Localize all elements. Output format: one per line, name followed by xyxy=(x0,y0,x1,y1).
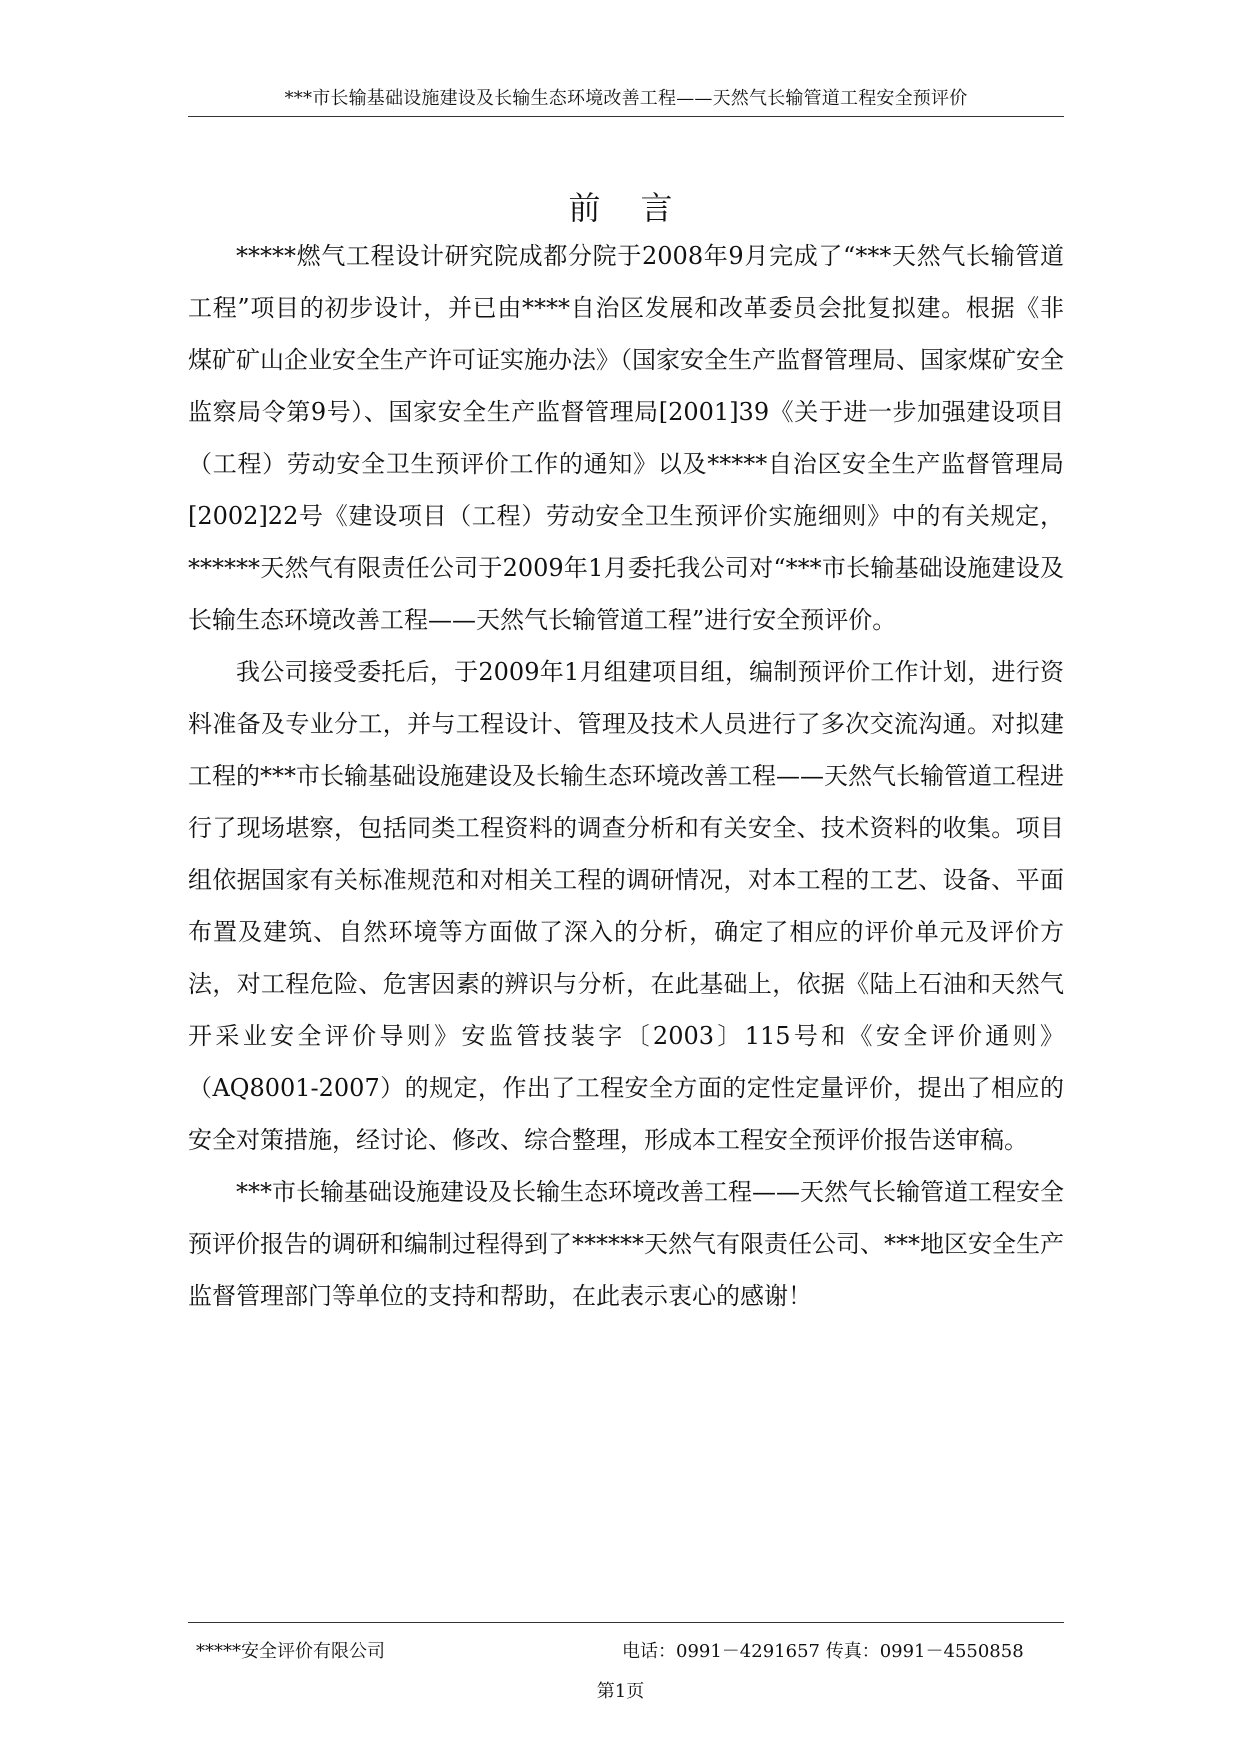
footer-contact: 电话：0991－4291657 传真：0991－4550858 xyxy=(622,1641,1024,1662)
header-divider xyxy=(188,116,1064,117)
footer-company: *****安全评价有限公司 xyxy=(196,1641,385,1662)
body-text xyxy=(188,230,1064,1322)
running-header: ***市长输基础设施建设及长输生态环境改善工程——天然气长输管道工程安全预评价 xyxy=(284,88,968,109)
paragraph-3: ***市长输基础设施建设及长输生态环境改善工程——天然气长输管道工程安全预评价报告的调研和编制过程得到了******天然气有限责任公司、***地区安全生产监督管理部门等单位的支持和帮助，在此表示衷心的感谢！ xyxy=(188,1178,1064,1310)
paragraph-1: *****燃气工程设计研究院成都分院于2008年9月完成了“***天然气长输管道工程”项目的初步设计，并已由****自治区发展和改革委员会批复拟建。根据《非煤矿矿山企业安全生产许可证实施办法》（国家安全生产监督管理局、国家煤矿安全监察局令第9号）、国家安全生产监督管理局[2001]39《关于进一步加强建设项目（工程）劳动安全卫生预评价工作的通知》以及*****自治区安全生产监督管理局[2002]22号《建设项目（工程）劳动安全卫生预评价实施细则》中的有关规定，******天然气有限责任公司于2009年1月委托我公司对“***市长输基础设施建设及长输生态环境改善工程——天然气长输管道工程”进行安全预评价。 xyxy=(188,242,1064,634)
page-title: 前言 xyxy=(568,189,713,228)
paragraph-2: 我公司接受委托后，于2009年1月组建项目组，编制预评价工作计划，进行资料准备及专业分工，并与工程设计、管理及技术人员进行了多次交流沟通。对拟建工程的***市长输基础设施建设及长输生态环境改善工程——天然气长输管道工程进行了现场堪察，包括同类工程资料的调查分析和有关安全、技术资料的收集。项目组依据国家有关标准规范和对相关工程的调研情况，对本工程的工艺、设备、平面布置及建筑、自然环境等方面做了深入的分析，确定了相应的评价单元及评价方法，对工程危险、危害因素的辨识与分析，在此基础上，依据《陆上石油和天然气开采业安全评价导则》安监管技装字〔2003〕115号和《安全评价通则》（AQ8001-2007）的规定，作出了工程安全方面的定性定量评价，提出了相应的安全对策措施，经讨论、修改、综合整理，形成本工程安全预评价报告送审稿。 xyxy=(188,658,1064,1154)
page-number: 第1页 xyxy=(596,1681,645,1702)
footer-divider xyxy=(188,1622,1064,1623)
